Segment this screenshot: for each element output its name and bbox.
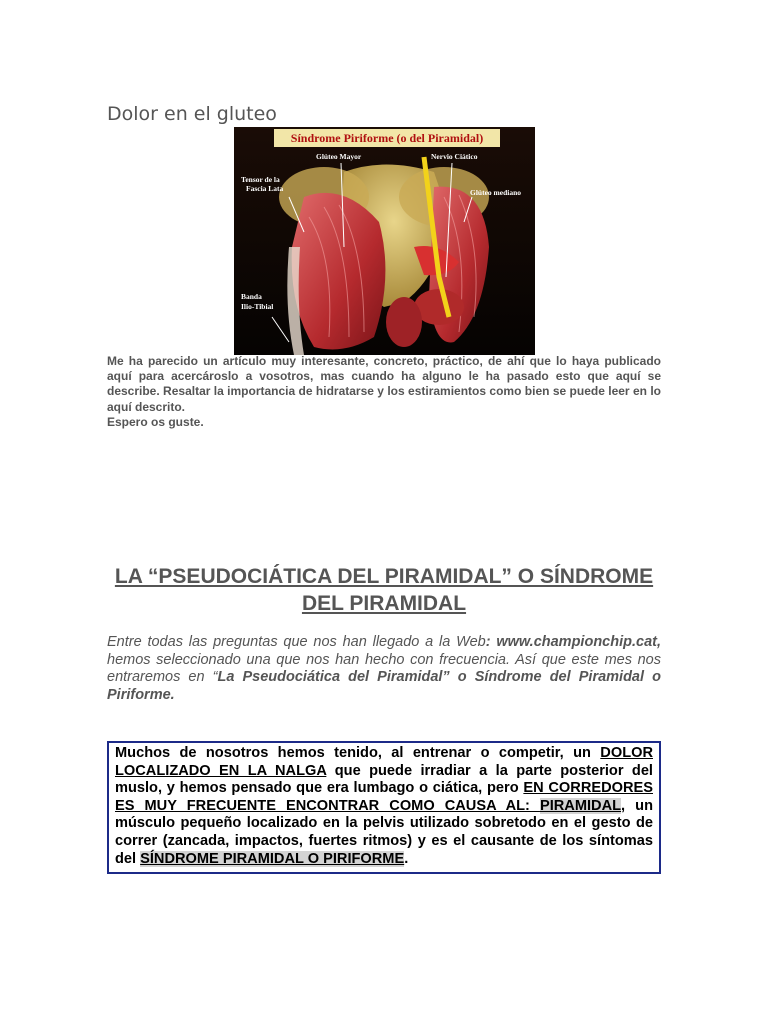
- label-banda-2: Ilio-Tibial: [241, 302, 274, 311]
- lead-colon: :: [485, 634, 491, 650]
- intro-closing: Espero os guste.: [107, 414, 204, 429]
- article-title: LA “PSEUDOCIÁTICA DEL PIRAMIDAL” O SÍNDROME DEL PIRAMIDAL: [114, 565, 654, 615]
- intro-paragraph: Me ha parecido un artículo muy interesante, concreto, práctico, de ahí que lo haya publicado aquí para acercároslo a vosotros, mas cuando ha alguno le ha pasado esto que aquí se describe. Resaltar la importancia de hidratarse y los estiramientos como bien se puede leer en lo aquí descrito.: [107, 354, 661, 414]
- callout-t4: .: [404, 850, 409, 867]
- callout-highlight-syndrome: SÍNDROME PIRAMIDAL O PIRIFORME: [140, 850, 405, 867]
- callout-t3: , un músculo pequeño localizado en la pelvis utilizado sobretodo en el gesto de correr (zancada, impactos, fuertes ritmos) y es el causante de los síntomas del: [115, 797, 653, 867]
- callout-u1: DOLOR LOCALIZADO EN LA NALGA: [115, 745, 653, 779]
- label-gluteo-mediano: Glúteo mediano: [470, 188, 522, 197]
- lead-part3: o Síndrome del Piramidal o Piriforme.: [107, 669, 661, 703]
- callout-highlight-piramidal: PIRAMIDAL: [539, 797, 622, 814]
- label-tensor-1: Tensor de la: [241, 175, 280, 184]
- figure-title: Síndrome Piriforme (o del Piramidal): [290, 131, 484, 145]
- lead-part2: hemos seleccionado una que nos han hecho con frecuencia. Así que este mes nos entraremos en “: [107, 651, 661, 686]
- callout-t1: Muchos de nosotros hemos tenido, al entrenar o competir, un: [115, 745, 601, 761]
- label-banda-1: Banda: [241, 292, 262, 301]
- intro-section: [107, 354, 661, 430]
- lead-part1: Entre todas las preguntas que nos han llegado a la Web: [107, 634, 486, 650]
- label-nervio-ciatico: Nervio Ciático: [431, 152, 478, 161]
- label-tensor-2: Fascia Lata: [246, 184, 284, 193]
- callout-t2: que puede irradiar a la parte posterior del muslo, y hemos pensado que era lumbago o ciática, pero: [115, 762, 653, 797]
- lead-topic: La Pseudociática del Piramidal”: [217, 669, 450, 686]
- lead-website: www.championchip.cat,: [490, 634, 662, 650]
- page-title: Dolor en el gluteo: [107, 103, 277, 125]
- gluteus-maximus-left: [292, 193, 386, 350]
- callout-paragraph: [115, 745, 653, 868]
- lower-muscle-mid: [386, 297, 422, 347]
- highlight-box: [107, 741, 661, 874]
- article-lead: [107, 634, 661, 704]
- piriformis-anatomy-illustration: [234, 127, 535, 355]
- callout-u2: EN CORREDORES ES MUY FRECUENTE ENCONTRAR COMO CAUSA AL:: [115, 780, 653, 814]
- label-gluteo-mayor: Glúteo Mayor: [316, 152, 362, 161]
